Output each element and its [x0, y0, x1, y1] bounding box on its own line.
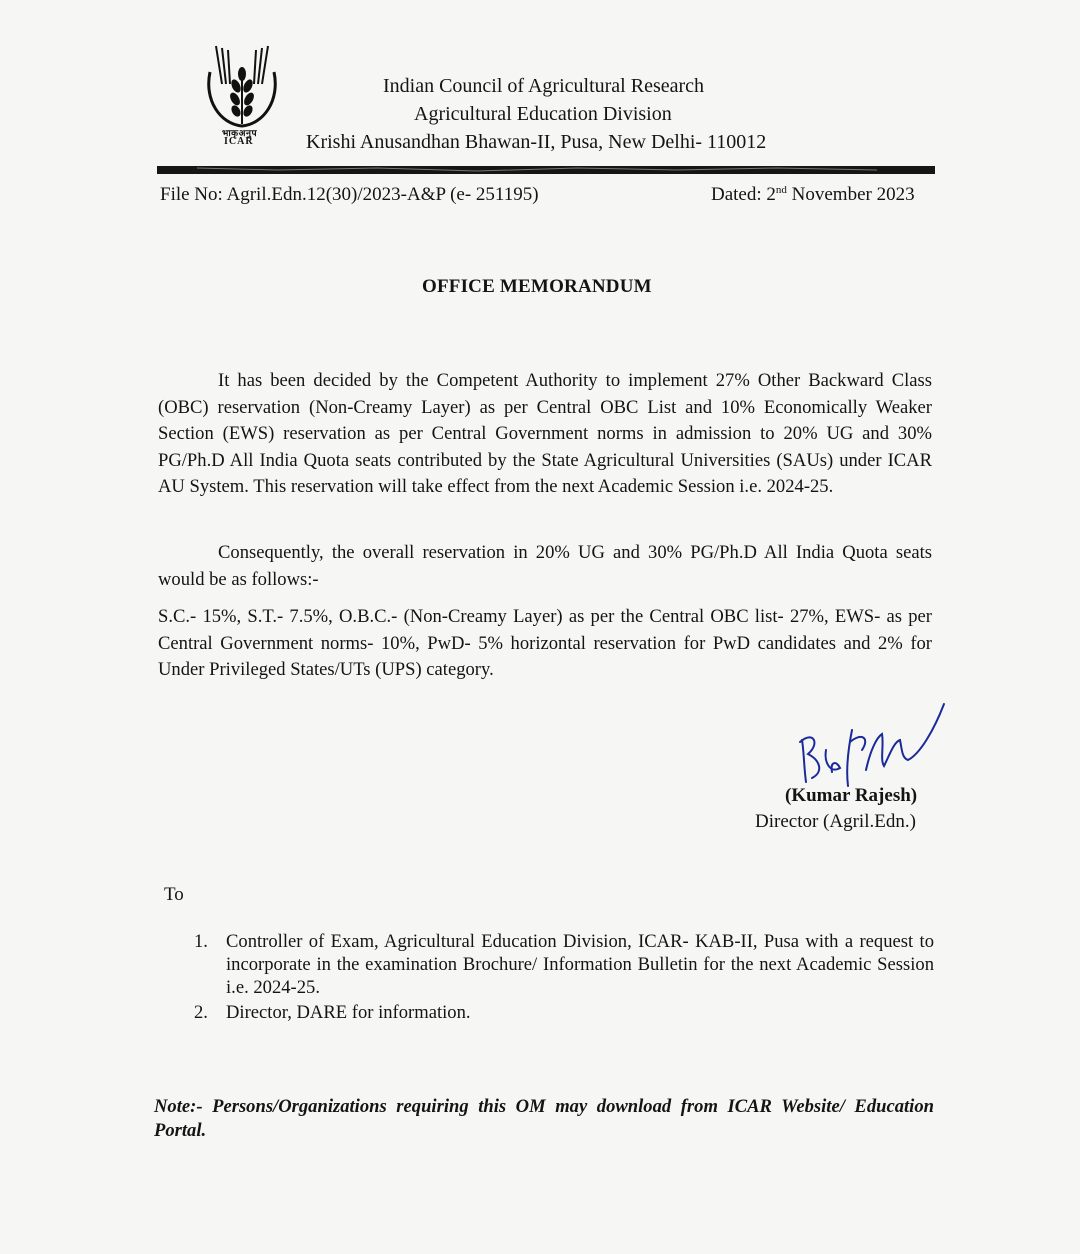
paragraph-consequence: Consequently, the overall reservation in 20% UG and 30% PG/Ph.D All India Quota seats would be as follows:-	[158, 542, 932, 590]
paragraph-reservation-breakdown: S.C.- 15%, S.T.- 7.5%, O.B.C.- (Non-Creamy Layer) as per the Central OBC list- 27%, EWS- as per Central Government norms- 10%, PwD- 5% horizontal reservation for PwD candidates and 2% for Under Privileged States/UTs (UPS) category.	[158, 606, 932, 681]
paragraph-decision: It has been decided by the Competent Authority to implement 27% Other Backward Class (OBC) reservation (Non-Creamy Layer) as per Central OBC List and 10% Economically Weaker Section (EWS) reservation as per Central Government norms in admission to 20% UG and 30% PG/Ph.D All India Quota seats contributed by the State Agricultural Universities (SAUs) under ICAR AU System. This reservation will take effect from the next Academic Session i.e. 2024-25.	[158, 370, 932, 498]
download-note: Note:- Persons/Organizations requiring this OM may download from ICAR Website/ Education Portal.	[154, 1096, 934, 1141]
to-label: To	[164, 884, 184, 905]
file-number: File No: Agril.Edn.12(30)/2023-A&P (e- 251195)	[160, 184, 539, 205]
signature	[790, 690, 950, 790]
memo-title: OFFICE MEMORANDUM	[422, 276, 652, 297]
document-date: Dated: 2nd November 2023	[711, 184, 915, 205]
signatory-designation: Director (Agril.Edn.)	[755, 811, 916, 832]
list-item: 1. Controller of Exam, Agricultural Education Division, ICAR- KAB-II, Pusa with a request to incorporate in the examination Brochure/ Information Bulletin for the next Academic Session i.e. 2024-25.	[194, 931, 934, 998]
org-address: Krishi Anusandhan Bhawan-II, Pusa, New Delhi- 110012	[306, 131, 767, 153]
list-item: 2. Director, DARE for information.	[194, 1002, 471, 1023]
recipient-list	[194, 930, 934, 1026]
signatory-name: (Kumar Rajesh)	[785, 785, 918, 806]
letterhead-rule	[157, 166, 935, 176]
logo-icar-text: ICAR	[224, 136, 254, 147]
division-name: Agricultural Education Division	[414, 103, 672, 125]
org-name: Indian Council of Agricultural Research	[383, 75, 705, 97]
logo-hindi-text: भाकृअनुप	[222, 128, 258, 138]
